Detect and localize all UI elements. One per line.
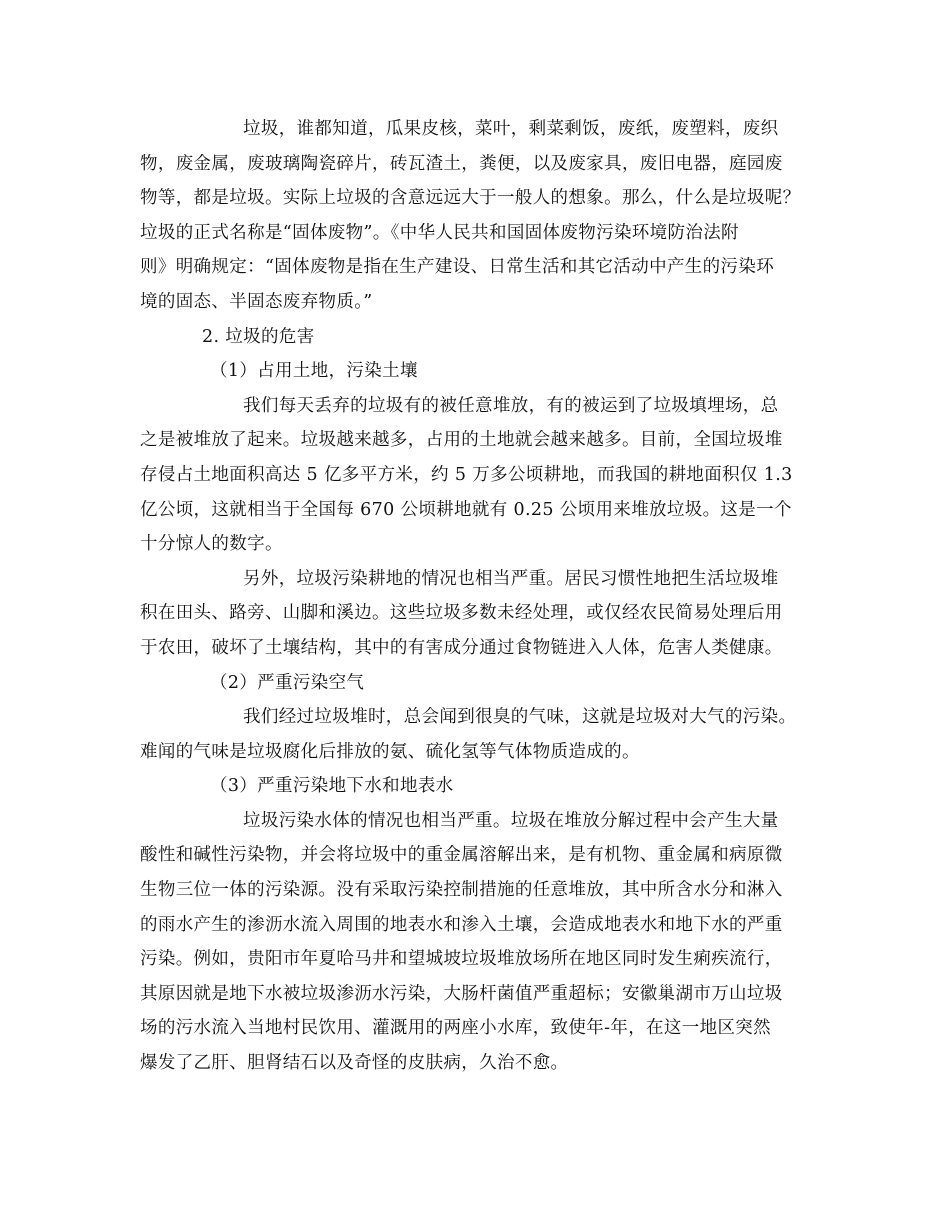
text-line: 场的污水流入当地村民饮用、灌溉用的两座小水库，致使年-年，在这一地区突然 — [140, 1018, 772, 1039]
text-line: 物等，都是垃圾。实际上垃圾的含意远远大于一般人的想象。那么，什么是垃圾呢？ — [140, 188, 801, 209]
text-line: 垃圾，谁都知道，瓜果皮核，菜叶，剩菜剩饭，废纸，废塑料，废织 — [243, 119, 779, 139]
text-line: （1）占用土地，污染土壤 — [210, 361, 418, 382]
text-line: 垃圾的正式名称是“固体废物”。《中华人民共和国固体废物污染环境防治法附 — [140, 222, 739, 243]
text-line: 我们每天丢弃的垃圾有的被任意堆放，有的被运到了垃圾填埋场，总 — [243, 395, 779, 416]
text-line: （2）严重污染空气 — [210, 672, 365, 693]
text-line: 物，废金属，废玻璃陶瓷碎片，砖瓦渣土，粪便，以及废家具，废旧电器，庭园废 — [140, 153, 783, 174]
text-line: （3）严重污染地下水和地表水 — [210, 776, 454, 797]
text-line: 污染。例如，贵阳市年夏哈马井和望城坡垃圾堆放场所在地区同时发生痢疾流行， — [140, 949, 783, 970]
text-line: 积在田头、路旁、山脚和溪边。这些垃圾多数未经处理，或仅经农民简易处理后用 — [140, 603, 783, 624]
document-page — [140, 112, 828, 1081]
text-line: 酸性和碱性污染物，并会将垃圾中的重金属溶解出来，是有机物、重金属和病原微 — [140, 845, 783, 866]
text-line: 另外，垃圾污染耕地的情况也相当严重。居民习惯性地把生活垃圾堆 — [243, 568, 779, 589]
text-line: 十分惊人的数字。 — [140, 534, 283, 555]
text-line: 的雨水产生的渗沥水流入周围的地表水和渗入土壤，会造成地表水和地下水的严重 — [140, 914, 783, 935]
text-line: 存侵占土地面积高达 5 亿多平方米，约 5 万多公顷耕地，而我国的耕地面积仅 1.3 — [140, 464, 793, 485]
text-line: 境的固态、半固态废弃物质。” — [140, 291, 373, 312]
text-line: 其原因就是地下水被垃圾渗沥水污染，大肠杆菌值严重超标；安徽巢湖市万山垃圾 — [140, 983, 783, 1004]
text-line: 生物三位一体的污染源。没有采取污染控制措施的任意堆放，其中所含水分和淋入 — [140, 880, 783, 901]
text-line: 垃圾污染水体的情况也相当严重。垃圾在堆放分解过程中会产生大量 — [243, 810, 779, 831]
text-line: 我们经过垃圾堆时，总会闻到很臭的气味，这就是垃圾对大气的污染。 — [243, 707, 797, 728]
text-line: 爆发了乙肝、胆肾结石以及奇怪的皮肤病，久治不愈。 — [140, 1053, 569, 1074]
text-line: 难闻的气味是垃圾腐化后排放的氨、硫化氢等气体物质造成的。 — [140, 741, 640, 762]
text-line: 2. 垃圾的危害 — [202, 326, 315, 347]
text-line: 于农田，破坏了土壤结构，其中的有害成分通过食物链进入人体，危害人类健康。 — [140, 637, 783, 658]
text-line: 则》明确规定：“固体废物是指在生产建设、日常生活和其它活动中产生的污染环 — [140, 257, 775, 278]
text-line: 之是被堆放了起来。垃圾越来越多，占用的土地就会越来越多。目前，全国垃圾堆 — [140, 430, 783, 451]
text-line: 亿公顷，这就相当于全国每 670 公顷耕地就有 0.25 公顷用来堆放垃圾。这是一个 — [140, 499, 792, 520]
